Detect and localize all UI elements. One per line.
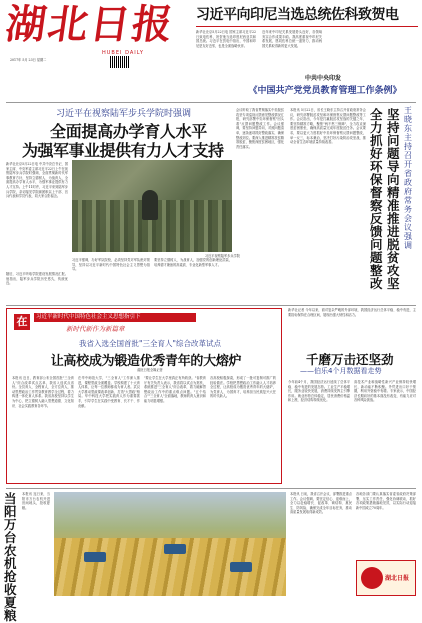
side-body-col-2: 高技术产业和战略性新兴产业保持较快增长，新动能不断积聚。外贸进出口好于预期，利用外资稳中有增。专家表示，中国经济长期向好的基本面没有改变，有能力应对各种风险挑战。 <box>354 380 416 403</box>
photo-highlight <box>142 190 158 220</box>
side-story-subtitle: ——伯乐4个月数据看走势 <box>300 367 382 375</box>
harvester-3 <box>230 562 252 572</box>
right-vertical-body: 本报讯 5月22日，省长王晓东主持召开省政府常务会议，研究部署脱贫攻坚和环保督察反馈问题整改等工作。会议指出，今年是打赢脱贫攻坚战的关键之年，要坚持精准方略，聚焦"两不愁三保障"，全力攻克深度贫困堡垒，确保高质量完成年度脱贫任务。会议要求，要以更大力度抓好中央环保督察反馈问题整改，举一反三，标本兼治，坚决打好污染防治攻坚战，推动全省生态环境质量持续改善。 <box>290 108 366 145</box>
lead-body-col-3: 习近平强调，办好军队院校，必须坚持党对军队绝对领导，坚持以习近平新时代中国特色社会主义思想为指导。 <box>72 258 150 272</box>
masthead-pinyin: HUBEI DAILY <box>102 50 144 56</box>
masthead-title: 湖北日报 <box>2 1 178 48</box>
side-story-title[interactable]: 千磨万击还坚劲 <box>306 352 394 367</box>
lead-title-line2[interactable]: 为强军事业提供有力人才支持 <box>22 141 224 160</box>
divider-2 <box>6 305 416 306</box>
top-right-kicker: 中共中央印发 <box>305 75 342 82</box>
top-story-body: 新华社北京5月22日电 国家主席习近平22日致电佐科，祝贺他当选印度尼西亚共和国总统。习近平在贺电中指出，中国和印尼是友好近邻，也是全面战略伙伴。 <box>196 30 256 48</box>
lead-subtitle: 习近平在视察陆军步兵学院时强调 <box>56 109 192 119</box>
box-byline: 湖北日报全媒记者 <box>137 368 163 372</box>
top-rule <box>196 26 418 27</box>
lead-photo <box>72 160 232 252</box>
photo-caption: 习近平视察陆军步兵学院 <box>204 254 240 258</box>
harvester-1 <box>84 552 106 562</box>
divider-1 <box>6 102 416 103</box>
box-slogan: 新时代新作为新篇章 <box>66 325 125 333</box>
top-right-title[interactable]: 《中国共产党党员教育管理工作条例》 <box>248 86 402 96</box>
side-lead-body: 新华社记者 今年以来，面对复杂严峻的外部环境，我国经济运行总体平稳、稳中有进，主要指标保持在合理区间，展现出强大韧性和活力。 <box>288 308 416 317</box>
ad-block[interactable] <box>356 560 416 596</box>
harvest-photo <box>54 492 286 596</box>
right-vertical-line2[interactable]: 全力抓好环保督察反馈问题整改 <box>370 107 383 291</box>
masthead-date: 2017年 5月 23日 <box>10 58 36 62</box>
ad-label: 湖北日报 <box>385 575 410 582</box>
bottom-right-body-1: 本报讯 日前，我省召开会议，部署推进重点工作。会议强调，要坚定信心、迎难而上，全力以赴稳增长、促改革、调结构、惠民生、防风险，确保完成全年目标任务，推动高质量发展取得新成效。 <box>290 492 352 515</box>
bottom-left-title[interactable]: 当阳万台农机抢收夏粮 <box>4 491 17 623</box>
box-body-col-4: 各高校积极探索，形成了一批可复制可推广的经验做法。学校把思想政治工作融入人才培养全过程，让高校成为锻造优秀青年的大熔炉，为党育人、为国育才，培养担当民族复兴大任的时代新人。 <box>210 376 276 399</box>
masthead-barcode <box>110 56 130 68</box>
masthead-weekday: 星期二 <box>36 58 47 62</box>
masthead-info <box>10 58 110 63</box>
top-story-body-2: 近年来中印尼关系发展势头良好，各领域务实合作成果丰硕。我高度重视中印尼关系发展，愿同佐科总统一道努力，推动两国关系取得新的更大发展。 <box>262 30 322 48</box>
ad-logo-icon <box>361 567 383 589</box>
lead-body-col-2: 随后，习近平听取学院建设发展情况汇报。他指出，陆军步兵学院历史悠久，传统优良。 <box>6 272 68 286</box>
mid-body-col: 会议听取了我省贯彻落实中央脱贫攻坚专项巡视反馈意见整改情况汇报，研究部署中央环保督察"回头看"反馈问题整改工作。会议强调，要坚持问题导向，对照问题清单，逐条逐项抓好整改落实，确保整改到位。要深入推进精准扶贫精准脱贫，聚焦深度贫困地区，强化责任落实。 <box>236 108 284 149</box>
box-kicker-line: 习近平新时代中国特色社会主义思想指引下 <box>34 313 196 322</box>
box-body-col-1: 本报讯 近日，教育部公布全国首批"三全育人"综合改革试点名单，我省入选试点省份。全员育人、全程育人、全方位育人，推动思想政治工作贯穿教育教学全过程，着力构建一体化育人体系。我省高校坚持以学生为中心，把立德树人融入思想道德、文化知识、社会实践教育各环节。 <box>12 376 74 408</box>
side-body-col-1: 今年前4个月，我国经济运行延续了总体平稳、稳中有进的发展态势。工业生产平稳增长，服务业较快发展，消费持续发挥主引擎作用。就业形势总体稳定，居民消费价格温和上涨，经济结构持续优化。 <box>288 380 350 403</box>
box-body-col-2: 在华中师范大学，"三全育人"工作深入推进，课程思政全面覆盖。学校构建了十大育人体系，让每一位教师都成为育人者。武汉大学推动思政课改革创新，打造"大思政"格局。华中科技大学把实践育人作为重要抓手，引导学生在实践中受教育、长才干、作贡献。 <box>78 376 140 408</box>
top-headline[interactable]: 习近平向印尼当选总统佐科致贺电 <box>196 7 399 23</box>
box-title[interactable]: 让高校成为锻造优秀青年的大熔炉 <box>50 354 242 369</box>
right-vertical-line1[interactable]: 坚持问题导向精准推进脱贫攻坚 <box>387 107 400 291</box>
bottom-right-body-2: 各地各部门要认真落实省委省政府决策部署，压实工作责任，强化协调联动，抓好各项政策措施落地见效，以实际行动迎接新中国成立70周年。 <box>356 492 416 510</box>
right-vertical-kicker: 王晓东主持召开省政府常务会议强调 <box>404 106 412 250</box>
lead-title-line1[interactable]: 全面提高办学育人水平 <box>50 122 208 141</box>
box-tag: 在 <box>14 314 30 330</box>
box-body-col-3: "要让学生在大学里真正有所收获。"省教育厅有关负责人表示，我省将以试点为契机，系统推进"三全育人"综合改革，着力破解思想政治工作中的重点难点问题。"五个结合""三全育人"全面落地，教师的育人意识和能力明显增强。 <box>144 376 206 403</box>
harvester-2 <box>164 544 186 554</box>
divider-3 <box>6 488 416 489</box>
bottom-left-body: 本报讯 连日来，当阳市万台农机开进田间地头，抢收夏粮。 <box>22 492 50 510</box>
lead-body-col-1: 新华社北京5月22日电 中共中央总书记、国家主席、中央军委主席习近平22日上午在视察陆军步兵学院时强调，全面贯彻新时代军事教育方针，坚持立德树人、为战育人，全面提高办学育人水平，为强军事业提供有力人才支持。上午11时许，习近平来到陆军步兵学院，亲切接见学院副团职以上干部、官兵代表和学员代表，同大家合影留念。 <box>6 162 68 199</box>
box-subtitle: 我省入选全国首批"三全育人"综合改革试点 <box>79 339 221 348</box>
lead-body-col-4: 要坚持立德树人、为战育人，加强党的创新理论武装，培养德才兼备的高素质、专业化新型军事人才。 <box>154 258 232 267</box>
